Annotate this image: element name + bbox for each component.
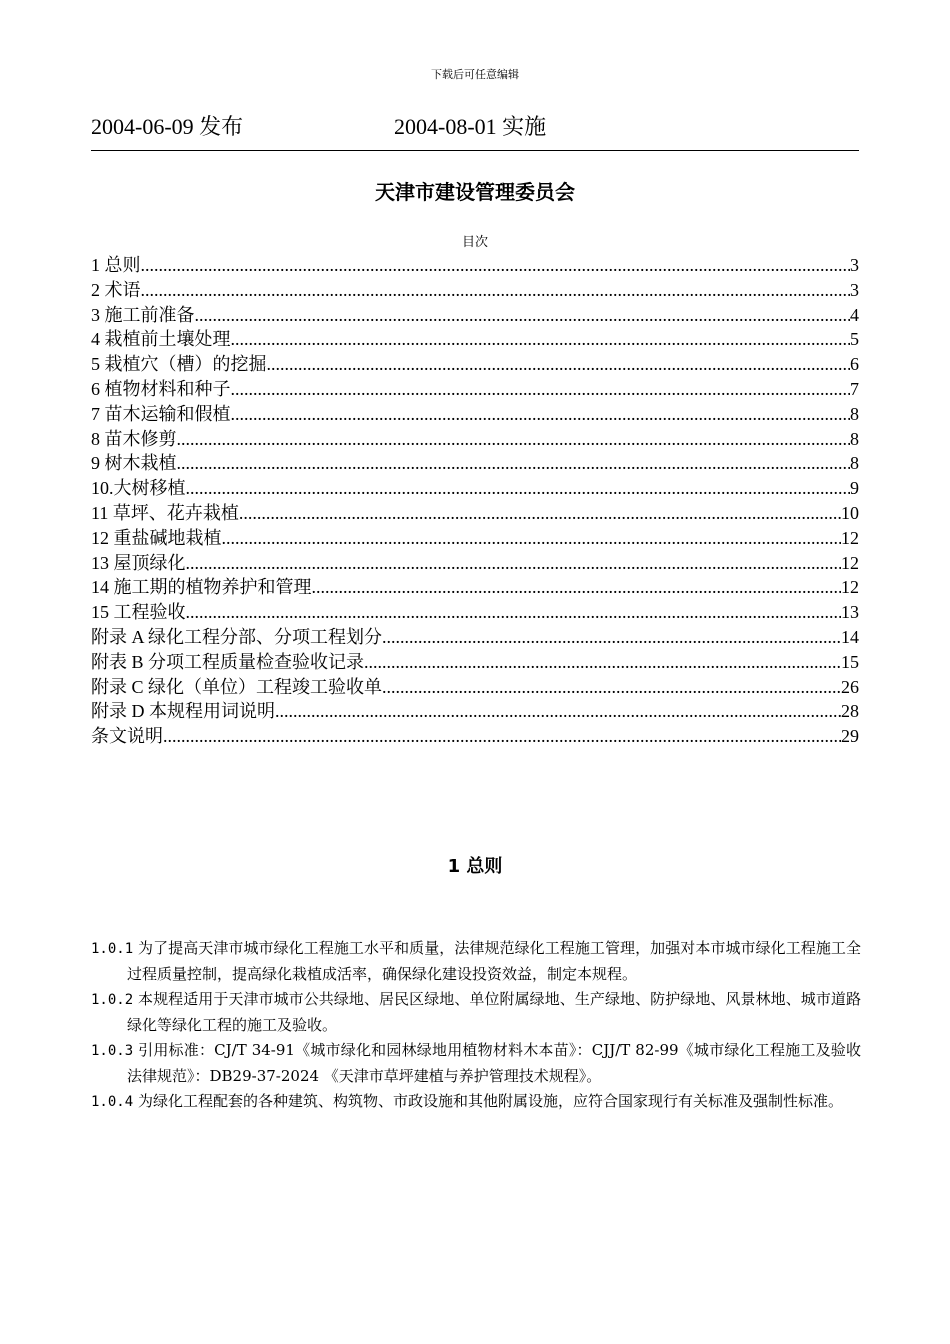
toc-entry-label: 3 施工前准备 [91, 304, 195, 325]
toc-leader-dots [364, 650, 841, 675]
toc-entry[interactable] [91, 699, 859, 724]
toc-entry-label: 5 栽植穴（槽）的挖掘 [91, 354, 267, 375]
toc-entry-page: 9 [850, 478, 859, 499]
toc-entry[interactable] [91, 575, 859, 600]
toc-leader-dots [231, 377, 851, 402]
toc-entry-page: 28 [841, 701, 859, 722]
header-note: 下载后可任意编辑 [431, 68, 519, 81]
clause-number: 1.0.4 [91, 1094, 134, 1110]
toc-entry-label: 1 总则 [91, 255, 141, 275]
toc-entry[interactable] [91, 675, 859, 700]
toc-entry-label: 附录 A 绿化工程分部、分项工程划分 [91, 626, 383, 647]
toc-leader-dots [222, 526, 842, 551]
toc-leader-dots [382, 625, 841, 650]
toc-entry-page: 3 [850, 279, 859, 300]
clause-text: 本规程适用于天津市城市公共绿地、居民区绿地、单位附属绿地、生产绿地、防护绿地、风景林地、城市道路绿化等绿化工程的施工及验收。 [127, 990, 861, 1034]
toc-entry-label: 13 屋顶绿化 [91, 552, 186, 573]
divider-rule [91, 150, 859, 151]
toc-entry[interactable] [91, 451, 859, 476]
toc-entry[interactable] [91, 402, 859, 427]
toc-entry-page: 4 [850, 304, 859, 325]
toc-entry-page: 8 [850, 428, 859, 449]
toc-leader-dots [186, 551, 842, 576]
toc-entry-page: 12 [841, 552, 859, 573]
toc-entry-label: 7 苗木运输和假植 [91, 403, 231, 424]
toc-entry-page: 15 [841, 651, 859, 672]
toc-entry-label: 11 草坪、花卉栽植 [91, 502, 239, 523]
toc-leader-dots [141, 278, 851, 303]
clause-number: 1.0.2 [91, 992, 134, 1008]
toc-entry-label: 附表 B 分项工程质量检查验收记录 [91, 651, 365, 672]
toc-entry[interactable] [91, 377, 859, 402]
toc-entry-label: 15 工程验收 [91, 602, 186, 623]
toc-leader-dots [312, 575, 842, 600]
toc-entry-page: 14 [841, 626, 859, 647]
toc-entry[interactable] [91, 724, 859, 749]
toc-entry-label: 8 苗木修剪 [91, 428, 177, 449]
toc-entry[interactable] [91, 551, 859, 576]
toc-heading: 目次 [461, 235, 488, 250]
toc-entry-page: 8 [850, 403, 859, 424]
toc-entry-page: 7 [850, 378, 859, 399]
toc-leader-dots [275, 699, 841, 724]
toc-entry-page: 3 [850, 255, 859, 275]
toc-entry-page: 10 [841, 502, 859, 523]
toc-entry[interactable] [91, 476, 859, 501]
clause-text: 引用标准：CJ/T 34-91《城市绿化和园林绿地用植物材料木本苗》：CJJ/T 82-99《城市绿化工程施工及验收法律规范》：DB29-37-2024 《天津市草坪建植与养护管理技术规程》。 [127, 1041, 861, 1085]
toc-entry[interactable] [91, 600, 859, 625]
clause-number: 1.0.3 [91, 1043, 134, 1059]
effective-date: 2004-08-01 实施 [394, 114, 547, 139]
toc-entry-page: 5 [850, 329, 859, 350]
toc-entry-page: 12 [841, 527, 859, 548]
toc-entry[interactable] [91, 625, 859, 650]
toc-entry-label: 条文说明 [91, 726, 163, 747]
toc-leader-dots [163, 724, 841, 749]
toc-leader-dots [231, 327, 851, 352]
organization-title: 天津市建设管理委员会 [375, 180, 575, 204]
toc-entry-label: 10.大树移植 [91, 478, 186, 499]
toc-leader-dots [382, 675, 841, 700]
toc-entry[interactable] [91, 501, 859, 526]
publish-date: 2004-06-09 发布 [91, 114, 244, 139]
clause-text: 为了提高天津市城市绿化工程施工水平和质量，法律规范绿化工程施工管理，加强对本市城市绿化工程施工全过程质量控制，提高绿化栽植成活率，确保绿化建设投资效益，制定本规程。 [127, 939, 861, 983]
toc-leader-dots [141, 253, 851, 278]
toc-entry-label: 14 施工期的植物养护和管理 [91, 577, 312, 598]
toc-entry-page: 26 [841, 676, 859, 697]
toc-entry-page: 29 [841, 726, 859, 747]
toc-entry[interactable] [91, 327, 859, 352]
toc-leader-dots [267, 352, 851, 377]
toc-entry-page: 8 [850, 453, 859, 474]
clause-number: 1.0.1 [91, 941, 134, 957]
clause-paragraph [91, 936, 861, 987]
toc-entry[interactable] [91, 253, 859, 278]
toc-leader-dots [231, 402, 851, 427]
toc-entry-label: 附录 C 绿化（单位）工程竣工验收单 [91, 676, 383, 697]
toc-entry-page: 6 [850, 354, 859, 375]
toc-entry-label: 9 树木栽植 [91, 453, 177, 474]
toc-leader-dots [177, 427, 851, 452]
toc-entry[interactable] [91, 650, 859, 675]
toc-leader-dots [177, 451, 851, 476]
toc-entry-label: 4 栽植前土壤处理 [91, 329, 231, 350]
toc-entry[interactable] [91, 278, 859, 303]
toc-entry-label: 2 术语 [91, 279, 141, 300]
table-of-contents [91, 253, 859, 749]
toc-entry-label: 附录 D 本规程用词说明 [91, 701, 275, 722]
toc-entry-label: 6 植物材料和种子 [91, 378, 231, 399]
toc-entry-label: 12 重盐碱地栽植 [91, 527, 222, 548]
clause-text: 为绿化工程配套的各种建筑、构筑物、市政设施和其他附属设施，应符合国家现行有关标准及强制性标准。 [137, 1092, 843, 1110]
toc-leader-dots [186, 600, 842, 625]
clause-paragraph [91, 1038, 861, 1089]
toc-entry-page: 12 [841, 577, 859, 598]
toc-entry-page: 13 [841, 602, 859, 623]
toc-entry[interactable] [91, 526, 859, 551]
toc-leader-dots [239, 501, 841, 526]
section-body [91, 936, 861, 1115]
toc-leader-dots [195, 303, 851, 328]
section-title: 1 总则 [447, 856, 503, 877]
toc-entry[interactable] [91, 427, 859, 452]
toc-entry[interactable] [91, 303, 859, 328]
toc-entry[interactable] [91, 352, 859, 377]
toc-leader-dots [186, 476, 851, 501]
clause-paragraph [91, 1089, 861, 1115]
clause-paragraph [91, 987, 861, 1038]
